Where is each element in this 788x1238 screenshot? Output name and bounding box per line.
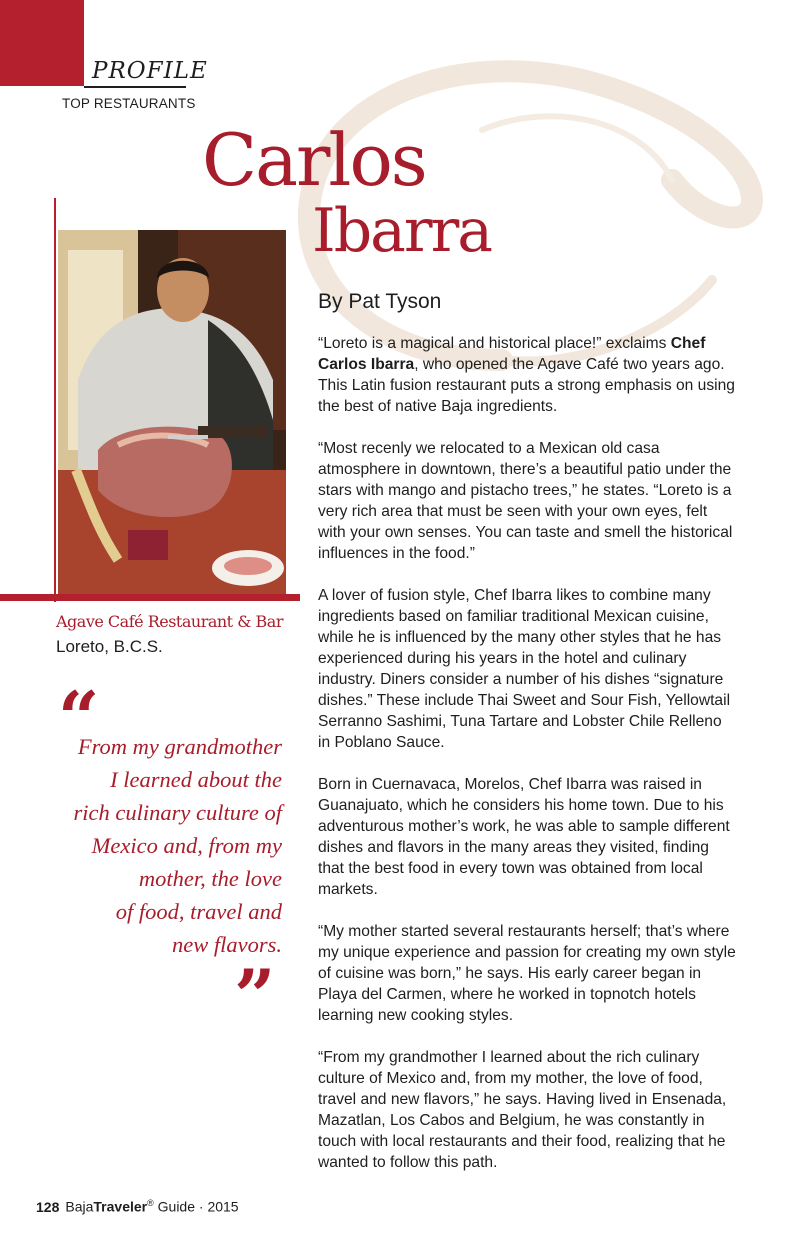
article-paragraph: A lover of fusion style, Chef Ibarra likes to combine many ingredients based on familiar traditional Mexican cuisine, while he is influenced by the many other styles that he has experienced during his years in the hotel and culinary industry. Diners consider a number of his dishes “signature dishes.” These include Thai Sweet and Sour Fish, Yellowtail Serranno Sashimi, Tuna Tartare and Lobster Chile Relleno in Poblano Sauce. [318, 587, 731, 751]
photo-frame-vertical-rule [54, 198, 56, 602]
byline: By Pat Tyson [318, 290, 442, 313]
page-footer [36, 1198, 239, 1215]
pull-quote-line: new flavors. [172, 932, 282, 957]
close-quote-mark: ” [234, 953, 276, 1038]
article-paragraph: Born in Cuernavaca, Morelos, Chef Ibarra was raised in Guanajuato, which he considers his home town. Due to his adventurous mother’s work, he was able to sample different dishes and flavors in the many areas they visited, finding that the best food in every town was obtained from local markets. [318, 776, 730, 898]
article-paragraph: “From my grandmother I learned about the rich culinary culture of Mexico and, from my mother, the love of food, travel and new flavors,” he says. Having lived in Ensenada, Mazatlan, Los Cabos and Belgium, he was constantly in touch with local restaurants and their food, realizing that he wanted to follow this path. [318, 1049, 727, 1171]
pull-quote-line: From my grandmother [77, 734, 282, 759]
page-number: 128 [36, 1198, 60, 1215]
pull-quote-line: I learned about the [110, 767, 282, 792]
pull-quote-line: Mexico and, from my [91, 833, 282, 858]
title-first-name: Carlos [202, 118, 426, 202]
article-body [318, 333, 738, 1194]
chef-name-bold: Chef Carlos Ibarra [318, 335, 706, 373]
pull-quote-line: mother, the love [138, 866, 282, 891]
pull-quote-line: rich culinary culture of [73, 800, 282, 825]
photo-frame-horizontal-rule [0, 594, 300, 601]
publication-suffix: Guide · 2015 [153, 1198, 239, 1215]
article-paragraph: “My mother started several restaurants herself; that’s where my unique experience and passion for creating my own style of cuisine was born,” he says. His early career began in Playa del Carmen, where he worked in topnotch hotels learning new cooking styles. [318, 923, 736, 1024]
profile-label: PROFILE [92, 58, 208, 84]
corner-color-block [0, 0, 84, 86]
pull-quote [54, 730, 282, 961]
section-label: TOP RESTAURANTS [62, 96, 196, 111]
profile-underline [84, 86, 186, 88]
venue-location: Loreto, B.C.S. [56, 637, 163, 656]
registered-mark: ® [147, 1198, 154, 1208]
publication-prefix: Baja [65, 1198, 94, 1215]
article-paragraph: “Loreto is a magical and historical place!” exclaims Chef Carlos Ibarra, who opened the Agave Café two years ago. This Latin fusion restaurant puts a strong emphasis on using the best of native Baja ingredients. [318, 335, 735, 415]
venue-name: Agave Café Restaurant & Bar [56, 612, 283, 631]
chef-photo [58, 230, 286, 594]
open-quote-mark: “ [58, 675, 100, 760]
article-paragraph: “Most recenly we relocated to a Mexican old casa atmosphere in downtown, there’s a beautiful patio under the stars with mango and pistacho trees,” he states. “Loreto is a very rich area that must be seen with your own eyes, felt with your own senses. You can taste and smell the historical influences in the food.” [318, 440, 733, 562]
publication-brand: Traveler [93, 1198, 148, 1215]
pull-quote-line: of food, travel and [115, 899, 282, 924]
title-last-name: Ibarra [312, 196, 492, 266]
